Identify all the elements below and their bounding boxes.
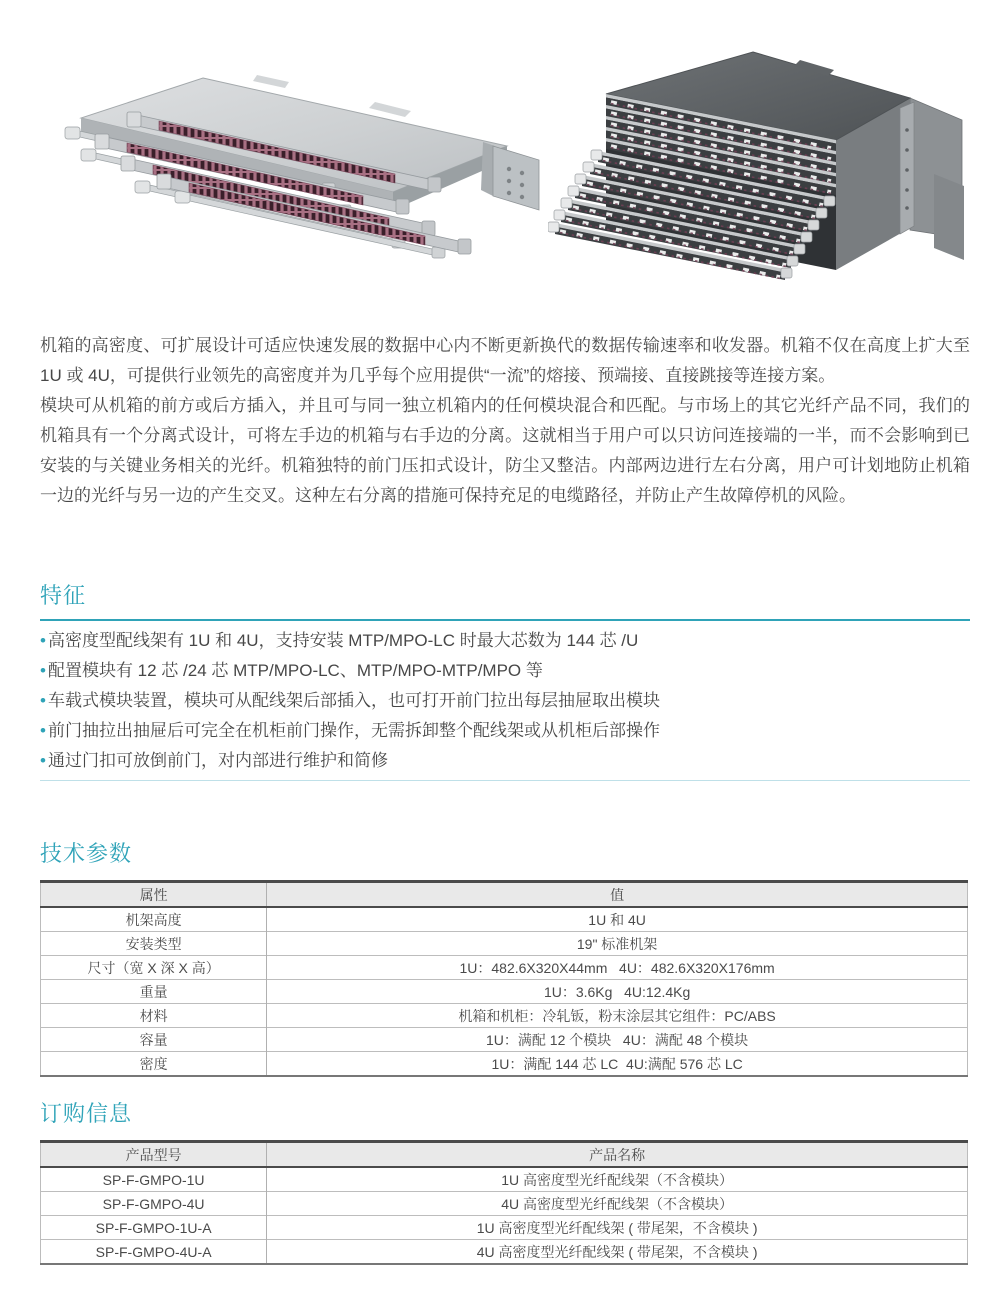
table-header-row xyxy=(41,1142,968,1168)
product-model-cell: SP-F-GMPO-1U-A xyxy=(41,1216,267,1240)
ordering-title: 订购信息 xyxy=(40,1101,133,1126)
section-rule xyxy=(40,619,970,621)
bullet-icon xyxy=(40,716,46,746)
table-row xyxy=(41,932,968,956)
specs-table xyxy=(40,880,968,1077)
features-list xyxy=(40,626,970,776)
fiber-panel-4u-render xyxy=(548,46,968,298)
table-row xyxy=(41,1192,968,1216)
spec-value-cell: 1U：满配 144 芯 LC 4U:满配 576 芯 LC xyxy=(267,1052,968,1077)
table-row xyxy=(41,1052,968,1077)
column-header: 属性 xyxy=(41,882,267,908)
feature-item xyxy=(40,626,970,656)
spec-attribute-cell: 材料 xyxy=(41,1004,267,1028)
feature-item-text: 配置模块有 12 芯 /24 芯 MTP/MPO-LC、MTP/MPO-MTP/MPO 等 xyxy=(47,661,543,680)
product-name-cell: 4U 高密度型光纤配线架（不含模块） xyxy=(267,1192,968,1216)
spec-attribute-cell: 密度 xyxy=(41,1052,267,1077)
spec-attribute-cell: 容量 xyxy=(41,1028,267,1052)
feature-item xyxy=(40,686,970,716)
table-header-row xyxy=(41,882,968,908)
ordering-section xyxy=(40,1098,968,1265)
spec-value-cell: 19" 标准机架 xyxy=(267,932,968,956)
table-row xyxy=(41,1028,968,1052)
column-header: 产品名称 xyxy=(267,1142,968,1168)
spec-attribute-cell: 重量 xyxy=(41,980,267,1004)
spec-attribute-cell: 安装类型 xyxy=(41,932,267,956)
product-model-cell: SP-F-GMPO-4U-A xyxy=(41,1240,267,1265)
spec-value-cell: 1U：3.6Kg 4U:12.4Kg xyxy=(267,980,968,1004)
spec-value-cell: 机箱和机柜：冷轧钣，粉末涂层其它组件：PC/ABS xyxy=(267,1004,968,1028)
feature-item-text: 前门抽拉出抽屉后可完全在机柜前门操作，无需拆卸整个配线架或从机柜后部操作 xyxy=(47,721,660,740)
spec-value-cell: 1U：满配 12 个模块 4U：满配 48 个模块 xyxy=(267,1028,968,1052)
bullet-icon xyxy=(40,686,46,716)
intro-paragraph: 模块可从机箱的前方或后方插入，并且可与同一独立机箱内的任何模块混合和匹配。与市场上的其它光纤产品不同，我们的机箱具有一个分离式设计，可将左手边的机箱与右手边的分离。这就相当于用户可以只访问连接端的一半，而不会影响到已安装的与关键业务相关的光纤。机箱独特的前门压扣式设计，防尘又整洁。内部两边进行左右分离，用户可计划地防止机箱一边的光纤与另一边的产生交叉。这种左右分离的措施可保持充足的电缆路径，并防止产生故障停机的风险。 xyxy=(40,396,970,505)
spec-attribute-cell: 尺寸（宽 X 深 X 高） xyxy=(41,956,267,980)
feature-item-text: 通过门扣可放倒前门，对内部进行维护和简修 xyxy=(47,751,388,770)
table-row xyxy=(41,980,968,1004)
product-name-cell: 1U 高密度型光纤配线架 ( 带尾架，不含模块 ) xyxy=(267,1216,968,1240)
product-model-cell: SP-F-GMPO-1U xyxy=(41,1167,267,1192)
features-section xyxy=(40,580,970,781)
spec-attribute-cell: 机架高度 xyxy=(41,907,267,932)
column-header: 值 xyxy=(267,882,968,908)
feature-item-text: 车载式模块装置，模块可从配线架后部插入，也可打开前门拉出每层抽屉取出模块 xyxy=(47,691,660,710)
section-rule-light xyxy=(40,780,970,781)
spec-value-cell: 1U 和 4U xyxy=(267,907,968,932)
intro-text xyxy=(40,331,970,511)
table-row xyxy=(41,956,968,980)
feature-item xyxy=(40,656,970,686)
product-model-cell: SP-F-GMPO-4U xyxy=(41,1192,267,1216)
specs-title: 技术参数 xyxy=(40,841,133,866)
feature-item-text: 高密度型配线架有 1U 和 4U，支持安装 MTP/MPO-LC 时最大芯数为 144 芯 /U xyxy=(47,631,639,650)
product-name-cell: 4U 高密度型光纤配线架 ( 带尾架，不含模块 ) xyxy=(267,1240,968,1265)
specs-section xyxy=(40,838,968,1077)
bullet-icon xyxy=(40,746,46,776)
table-row xyxy=(41,1240,968,1265)
table-row xyxy=(41,1216,968,1240)
intro-paragraph: 机箱的高密度、可扩展设计可适应快速发展的数据中心内不断更新换代的数据传输速率和收发器。机箱不仅在高度上扩大至 1U 或 4U，可提供行业领先的高密度并为几乎每个应用提供“一流”的熔接、预端接、直接跳接等连接方案。 xyxy=(40,336,970,385)
fiber-panel-1u-render xyxy=(45,72,545,260)
feature-item xyxy=(40,716,970,746)
spec-value-cell: 1U：482.6X320X44mm 4U：482.6X320X176mm xyxy=(267,956,968,980)
product-figures xyxy=(0,0,1000,320)
table-row xyxy=(41,1167,968,1192)
bullet-icon xyxy=(40,656,46,686)
table-row xyxy=(41,1004,968,1028)
feature-item xyxy=(40,746,970,776)
table-row xyxy=(41,907,968,932)
bullet-icon xyxy=(40,626,46,656)
product-name-cell: 1U 高密度型光纤配线架（不含模块） xyxy=(267,1167,968,1192)
column-header: 产品型号 xyxy=(41,1142,267,1168)
features-title: 特征 xyxy=(40,583,87,608)
ordering-table xyxy=(40,1140,968,1265)
